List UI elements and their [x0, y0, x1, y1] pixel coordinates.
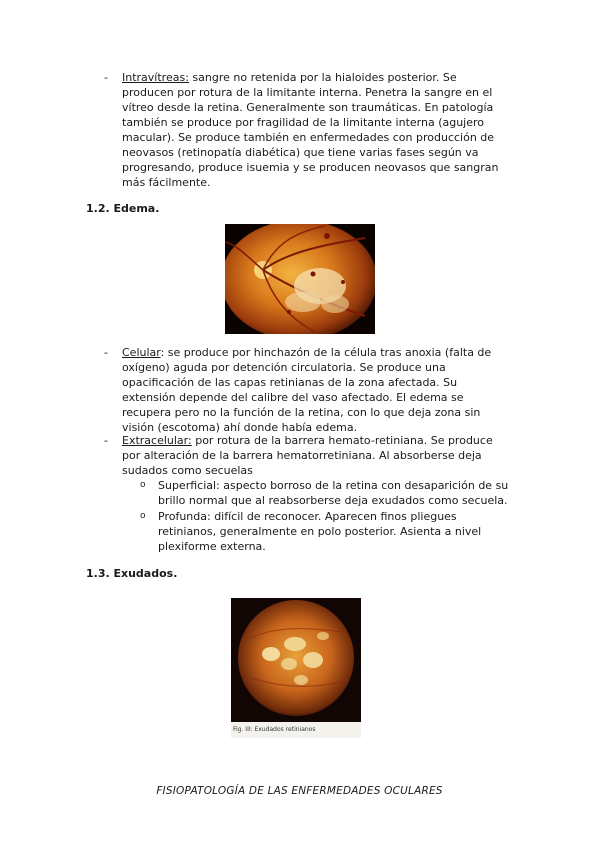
term-extracelular: Extracelular: — [122, 434, 192, 447]
bullet-line: oxígeno) aguda por detención circulatoria. Se produce una — [122, 361, 446, 374]
bullet-line: más fácilmente. — [122, 176, 211, 189]
term-intravitreas: Intravítreas: — [122, 71, 189, 84]
bullet-dash: - — [104, 434, 108, 447]
bullet-line: vítreo desde la retina. Generalmente son traumáticas. En patología — [122, 101, 494, 114]
figure-exudados — [231, 598, 361, 738]
bullet-dash: - — [104, 346, 108, 359]
subbullet-profunda — [140, 509, 528, 554]
section-heading-exudados: 1.3. Exudados. — [86, 567, 178, 580]
bullet-celular — [104, 345, 522, 435]
term-celular: Celular — [122, 346, 161, 359]
bullet-line: recupera pero no la función de la retina, con lo que deja zona sin — [122, 406, 481, 419]
bullet-line: extensión depende del calibre del vaso afectado. El edema se — [122, 391, 464, 404]
bullet-line: Celular: se produce por hinchazón de la célula tras anoxia (falta de — [122, 346, 492, 359]
bullet-line: sudados como secuelas — [122, 464, 253, 477]
fundus-image-edema — [225, 224, 375, 334]
fundus-photo — [225, 224, 375, 334]
bullet-line: producen por rotura de la limitante interna. Penetra la sangre en el — [122, 86, 493, 99]
fundus-photo — [231, 598, 361, 722]
bullet-line: macular). Se produce también en enfermedades con producción de — [122, 131, 495, 144]
bullet-extracelular — [104, 433, 522, 478]
bullet-line: también se produce por fragilidad de la limitante interna (agujero — [122, 116, 485, 129]
bullet-line: Extracelular: por rotura de la barrera hemato-retiniana. Se produce — [122, 434, 493, 447]
figure-caption: Fig. III: Exudados retinianos — [233, 726, 316, 733]
circle-bullet-marker: o — [140, 511, 146, 521]
bullet-line: visión (escotoma) ahí donde había edema. — [122, 421, 358, 434]
subbullet-line: brillo normal que al reabsorberse deja exudados como secuela. — [158, 494, 508, 507]
page-footer: FISIOPATOLOGÍA DE LAS ENFERMEDADES OCULARES — [156, 785, 443, 797]
bullet-line: opacificación de las capas retinianas de la zona afectada. Su — [122, 376, 458, 389]
subbullet-line: Superficial: aspecto borroso de la retina con desaparición de su — [158, 479, 509, 492]
subbullet-line: retinianos, generalmente en polo posterior. Asienta a nivel — [158, 525, 482, 538]
subbullet-line: Profunda: difícil de reconocer. Aparecen finos pliegues — [158, 510, 457, 523]
subbullet-line: plexiforme externa. — [158, 540, 266, 553]
section-heading-edema: 1.2. Edema. — [86, 202, 160, 215]
bullet-line: Intravítreas: sangre no retenida por la hialoides posterior. Se — [122, 71, 457, 84]
bullet-line: por alteración de la barrera hematorretiniana. Al absorberse deja — [122, 449, 482, 462]
bullet-intravitreas — [104, 70, 522, 190]
bullet-line: progresando, produce isuemia y se producen neovasos que sangran — [122, 161, 499, 174]
bullet-line: neovasos (retinopatía diabética) que tiene varias fases según va — [122, 146, 479, 159]
circle-bullet-marker: o — [140, 480, 146, 490]
bullet-dash: - — [104, 71, 108, 84]
subbullet-superficial — [140, 478, 528, 508]
